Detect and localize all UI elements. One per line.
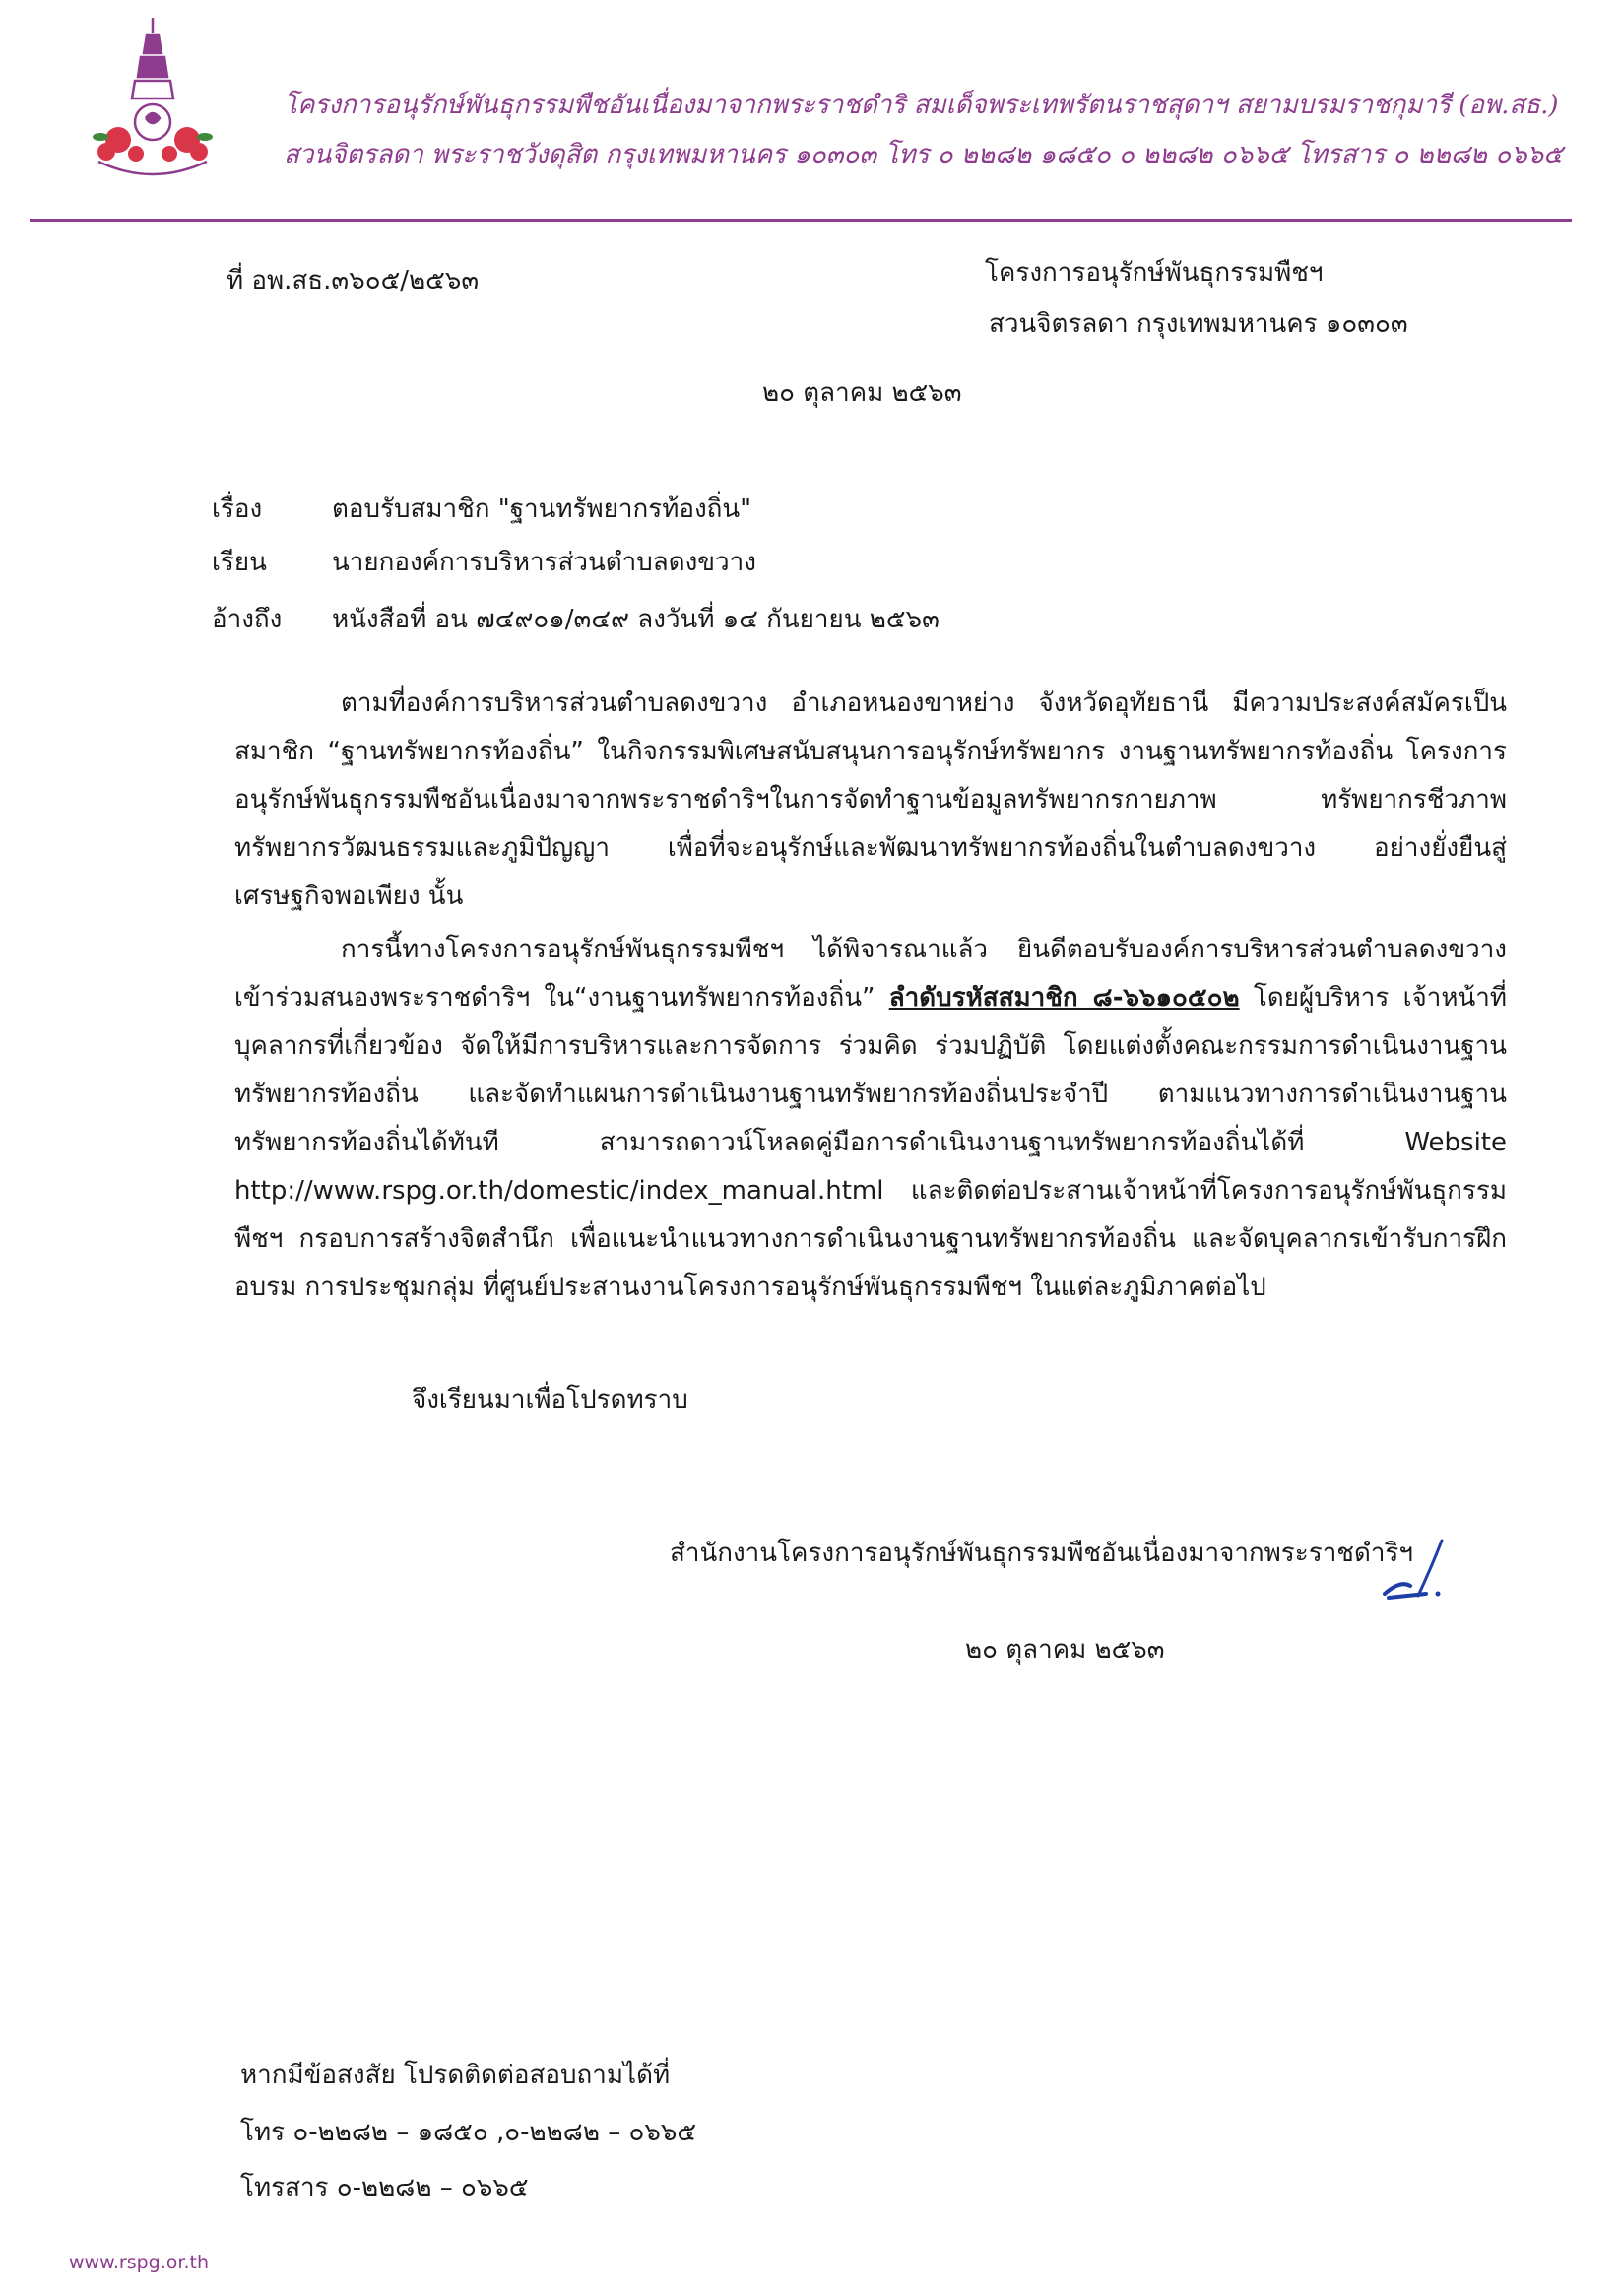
recipient-line bbox=[212, 546, 756, 579]
signing-office: สำนักงานโครงการอนุรักษ์พันธุกรรมพืชอันเนื่องมาจากพระราชดำริฯ bbox=[670, 1539, 1413, 1568]
website-footer[interactable]: www.rspg.or.th bbox=[69, 2252, 210, 2273]
reference-line bbox=[212, 603, 940, 636]
signature-mark bbox=[1379, 1537, 1458, 1606]
subject-label: เรื่อง bbox=[212, 494, 263, 524]
letterhead-line-2: สวนจิตรลดา พระราชวังดุสิต กรุงเทพมหานคร ๑๐๓๐๓ โทร ๐ ๒๒๘๒ ๑๘๕๐ ๐ ๒๒๘๒ ๐๖๖๕ โทรสาร ๐ ๒๒๘๒ ๐๖๖๕ bbox=[284, 140, 1563, 169]
contact-note: หากมีข้อสงสัย โปรดติดต่อสอบถามได้ที่ bbox=[240, 2061, 671, 2090]
contact-phone: โทร ๐-๒๒๘๒ – ๑๘๕๐ ,๐-๒๒๘๒ – ๐๖๖๕ bbox=[240, 2118, 697, 2147]
letterhead-line-1: โครงการอนุรักษ์พันธุกรรมพืชอันเนื่องมาจากพระราชดำริ สมเด็จพระเทพรัตนราชสุดาฯ สยามบรมราชกุมารี (อพ.สธ.) bbox=[284, 91, 1559, 120]
subject-text: ตอบรับสมาชิก "ฐานทรัพยากรท้องถิ่น" bbox=[332, 494, 752, 524]
reference-text: หนังสือที่ อน ๗๔๙๐๑/๓๔๙ ลงวันที่ ๑๔ กันยายน ๒๕๖๓ bbox=[332, 605, 940, 634]
reference-label: อ้างถึง bbox=[212, 605, 283, 634]
member-code: ลำดับรหัสสมาชิก ๘-๖๖๑๐๕๐๒ bbox=[888, 983, 1240, 1013]
signature-date: ๒๐ ตุลาคม ๒๕๖๓ bbox=[965, 1635, 1165, 1665]
sender-name: โครงการอนุรักษ์พันธุกรรมพืชฯ bbox=[985, 258, 1324, 288]
document-number: ที่ อพ.สธ.๓๖๐๕/๒๕๖๓ bbox=[227, 266, 480, 295]
header-divider bbox=[30, 219, 1572, 222]
paragraph-2-text-a: การนี้ทางโครงการอนุรักษ์พันธุกรรมพืชฯ ได้พิจารณาแล้ว ยินดีตอบรับองค์การบริหารส่วนตำบลดงขวาง เข้าร่วมสนองพระราชดำริฯ ใน“งานฐานทรัพยากรท้องถิ่น” bbox=[234, 935, 1507, 1013]
contact-fax: โทรสาร ๐-๒๒๘๒ – ๐๖๖๕ bbox=[240, 2173, 529, 2202]
sender-address: สวนจิตรลดา กรุงเทพมหานคร ๑๐๓๐๓ bbox=[989, 309, 1408, 339]
body-paragraph-1 bbox=[234, 680, 1507, 921]
recipient-label: เรียน bbox=[212, 548, 267, 577]
recipient-text: นายกองค์การบริหารส่วนตำบลดงขวาง bbox=[332, 548, 756, 577]
closing-line: จึงเรียนมาเพื่อโปรดทราบ bbox=[412, 1385, 688, 1414]
body-paragraph-2 bbox=[234, 926, 1507, 1312]
paragraph-2-text-b: โดยผู้บริหาร เจ้าหน้าที่ บุคลากรที่เกี่ยวข้อง จัดให้มีการบริหารและการจัดการ ร่วมคิด ร่วมปฏิบัติ โดยแต่งตั้งคณะกรรมการดำเนินงานฐานทรัพยากรท้องถิ่น และจัดทำแผนการดำเนินงานฐานทรัพยากรท้องถิ่นประจำปี ตามแนวทางการดำเนินงานฐานทรัพยากรท้องถิ่นได้ทันที สามารถดาวน์โหลดคู่มือการดำเนินงานฐานทรัพยากรท้องถิ่นได้ที่ Website http://www.rspg.or.th/domestic/index_manual.html และติดต่อประสานเจ้าหน้าที่โครงการอนุรักษ์พันธุกรรมพืชฯ กรอบการสร้างจิตสำนึก เพื่อแนะนำแนวทางการดำเนินงานฐานทรัพยากรท้องถิ่น และจัดบุคลากรเข้ารับการฝึกอบรม การประชุมกลุ่ม ที่ศูนย์ประสานงานโครงการอนุรักษ์พันธุกรรมพืชฯ ในแต่ละภูมิภาคต่อไป bbox=[234, 983, 1508, 1302]
document-date: ๒๐ ตุลาคม ๒๕๖๓ bbox=[762, 378, 962, 408]
paragraph-1-text: ตามที่องค์การบริหารส่วนตำบลดงขวาง อำเภอหนองขาหย่าง จังหวัดอุทัยธานี มีความประสงค์สมัครเป็นสมาชิก “ฐานทรัพยากรท้องถิ่น” ในกิจกรรมพิเศษสนับสนุนการอนุรักษ์ทรัพยากร งานฐานทรัพยากรท้องถิ่น โครงการอนุรักษ์พันธุกรรมพืชอันเนื่องมาจากพระราชดำริฯในการจัดทำฐานข้อมูลทรัพยากรกายภาพ ทรัพยากรชีวภาพ ทรัพยากรวัฒนธรรมและภูมิปัญญา เพื่อที่จะอนุรักษ์และพัฒนาทรัพยากรท้องถิ่นในตำบลดงขวาง อย่างยั่งยืนสู่เศรษฐกิจพอเพียง นั้น bbox=[234, 689, 1507, 911]
subject-line bbox=[212, 492, 751, 526]
rspg-logo bbox=[79, 14, 227, 179]
